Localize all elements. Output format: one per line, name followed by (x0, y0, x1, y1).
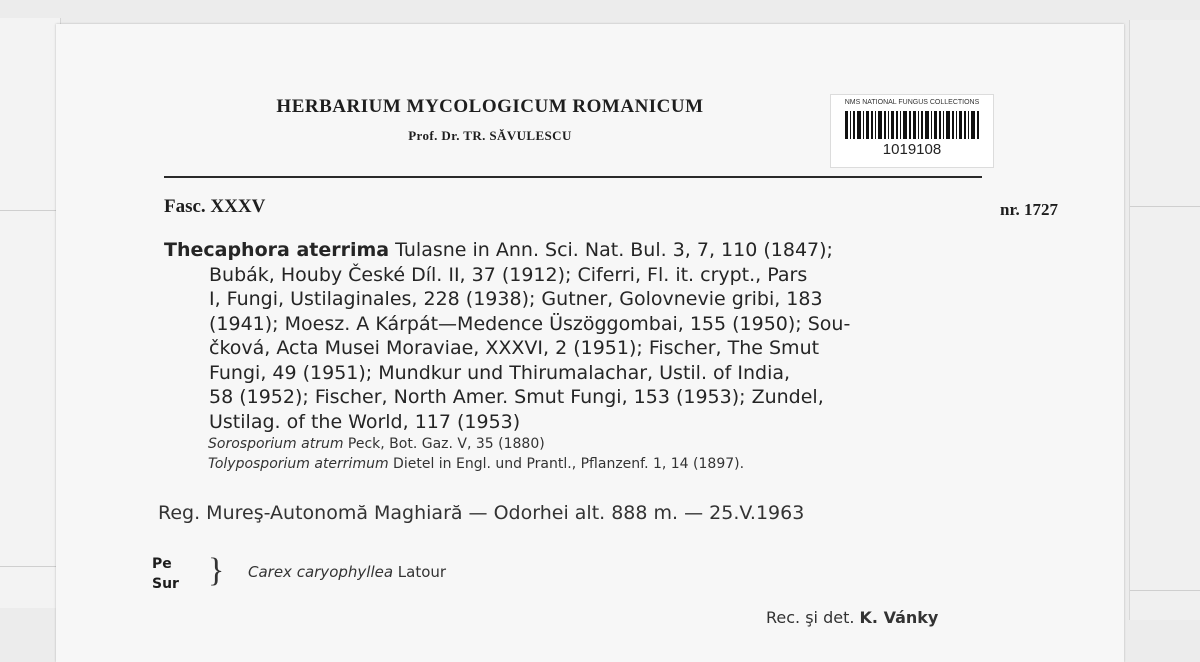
citation-line: I, Fungi, Ustilaginales, 228 (1938); Gutner, Golovnevie gribi, 183 (209, 288, 823, 310)
citation-line: (1941); Moesz. A Kárpát—Medence Üszöggombai, 155 (1950); Sou- (209, 312, 851, 335)
host-plant (248, 563, 446, 581)
host-prefix (152, 554, 179, 594)
professor-name: Prof. Dr. TR. SĂVULESCU (408, 128, 572, 143)
host-name: Carex caryophyllea (248, 563, 394, 581)
brace-icon: } (208, 552, 225, 589)
collector-prefix: Rec. şi det. (766, 608, 860, 627)
specimen-number: nr. 1727 (1000, 200, 1058, 219)
institution-title: HERBARIUM MYCOLOGICUM ROMANICUM (276, 96, 704, 117)
host-prefix-sur: Sur (152, 576, 179, 592)
barcode-sticker (830, 94, 994, 168)
citation-line: 58 (1952); Fischer, North Amer. Smut Fungi, 153 (1953); Zundel, (209, 386, 824, 408)
synonym-name: Tolyposporium aterrimum (208, 456, 389, 472)
synonym-name: Sorosporium atrum (208, 436, 344, 452)
citation-text: Tulasne in Ann. Sci. Nat. Bul. 3, 7, 110 (1847); (389, 239, 833, 261)
fascicle-label: Fasc. XXXV (164, 196, 266, 217)
synonym-line (208, 436, 545, 452)
envelope-fold-line (1130, 590, 1200, 591)
species-citation (164, 238, 982, 434)
host-prefix-pe: Pe (152, 556, 172, 572)
barcode-caption: NMS NATIONAL FUNGUS COLLECTIONS (844, 99, 980, 106)
barcode-icon (845, 111, 979, 139)
citation-line (164, 238, 982, 263)
host-author: Latour (393, 563, 447, 581)
citation-line: čková, Acta Musei Moraviae, XXXVI, 2 (1951); Fischer, The Smut (209, 337, 820, 359)
barcode-number: 1019108 (882, 141, 942, 158)
species-name: Thecaphora aterrima (164, 239, 390, 261)
header-divider (164, 176, 982, 178)
synonym-citation: Dietel in Engl. und Prantl., Pflanzenf. 1, 14 (1897). (388, 456, 745, 472)
citation-line: Bubák, Houby České Díl. II, 37 (1912); Ciferri, Fl. it. crypt., Pars (209, 263, 808, 286)
collector-name: K. Vánky (859, 608, 939, 627)
citation-line: Ustilag. of the World, 117 (1953) (209, 410, 521, 433)
envelope-fold-line (0, 210, 58, 211)
synonym-citation: Peck, Bot. Gaz. V, 35 (1880) (343, 436, 545, 452)
synonym-line (208, 456, 744, 472)
envelope-right-flap (1129, 20, 1200, 620)
envelope-fold-line (0, 566, 58, 567)
collector-line (766, 608, 938, 627)
envelope-fold-line (1130, 206, 1200, 207)
collection-locality: Reg. Mureş-Autonomă Maghiară — Odorhei alt. 888 m. — 25.V.1963 (158, 502, 805, 524)
citation-line: Fungi, 49 (1951); Mundkur und Thirumalachar, Ustil. of India, (209, 361, 791, 384)
